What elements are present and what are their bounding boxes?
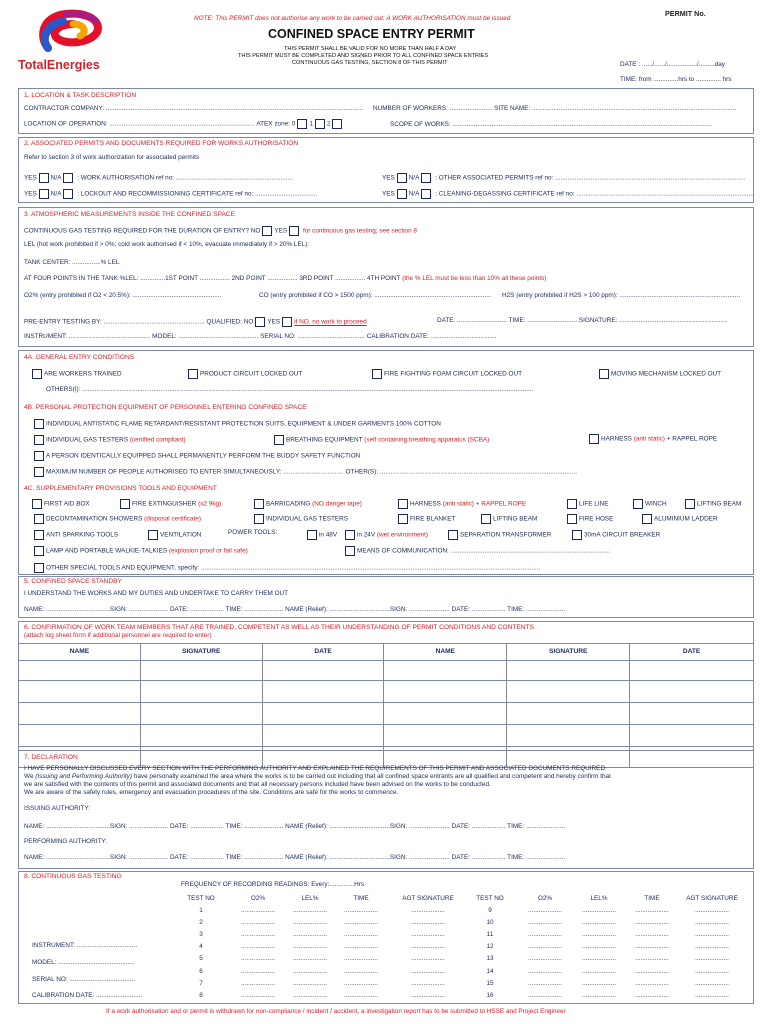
table-cell[interactable] <box>262 661 384 681</box>
calibration-field[interactable]: CALIBRATION DATE: .......................... <box>32 992 143 999</box>
tool-item[interactable] <box>32 530 118 540</box>
header-line1: THIS PERMIT SHALL BE VALID FOR NO MORE THAN HALF A DAY <box>284 46 457 52</box>
checkbox[interactable] <box>32 369 42 379</box>
frequency-field[interactable]: FREQUENCY OF RECORDING READINGS: Every:..............Hrs <box>181 881 365 888</box>
checkbox[interactable] <box>345 546 355 556</box>
checkbox[interactable] <box>274 435 284 445</box>
gas-test-field[interactable]: ................... <box>241 907 275 914</box>
gas-test-field[interactable]: ................... <box>528 991 562 999</box>
permit-number: PERMIT No. <box>665 9 706 18</box>
checkbox[interactable] <box>481 514 491 524</box>
gas-test-field[interactable]: ................... <box>582 907 616 914</box>
table-cell[interactable] <box>140 681 262 703</box>
other-permits-row[interactable]: YES N/A : OTHER ASSOCIATED PERMITS ref no: ........................................................................................................... <box>382 174 746 182</box>
lamp-item[interactable]: LAMP AND PORTABLE WALKIE-TALKIES (explosion proof or fail safe) <box>32 546 248 556</box>
ppe-item-2[interactable]: INDIVIDUAL GAS TESTERS (certified compliant) <box>32 435 186 445</box>
gas-test-field[interactable]: ................... <box>695 907 729 914</box>
gas-test-field[interactable]: ................... <box>582 991 616 999</box>
gas-test-field[interactable]: ................... <box>241 955 275 963</box>
tool-label: FIRE BLANKET <box>410 515 456 523</box>
pre-entry-row[interactable]: PRE-ENTRY TESTING BY: ......................................................... QUALIFIED: NO YES if NO, no work to proceed <box>24 318 367 326</box>
gas-test-field[interactable]: ................... <box>635 907 669 914</box>
gas-test-field[interactable]: ................... <box>344 919 378 927</box>
header-line2: THIS PERMIT MUST BE COMPLETED AND SIGNED PRIOR TO ALL CONFINED SPACE ENTRIES <box>238 53 489 59</box>
other-tools-item[interactable]: OTHER SPECIAL TOOLS AND EQUIPMENT, specify: ............................................................................................................................................................................................... <box>32 563 540 573</box>
gas-test-field[interactable]: ................... <box>695 967 729 975</box>
gas-test-field[interactable]: ................... <box>241 991 275 999</box>
gas-test-field[interactable]: ................... <box>582 919 616 927</box>
others-field[interactable]: OTHERS(I): .............................................................................................................................................................................................................................................................. <box>46 386 534 393</box>
checkbox[interactable] <box>397 189 407 199</box>
table-cell[interactable] <box>262 681 384 703</box>
table-cell[interactable] <box>507 725 630 747</box>
table-row[interactable] <box>19 681 754 703</box>
page-title: CONFINED SPACE ENTRY PERMIT <box>268 27 475 41</box>
standby-sign-row[interactable]: NAME: ....................................SIGN: ...................... DATE: ................... TIME: ...................... NAME (Relief): ..................................SIGN: ....................... DATE: ................... TIME: ...................... <box>24 606 566 613</box>
communication-item[interactable]: MEANS OF COMMUNICATION: .......................................................................................... <box>343 546 610 556</box>
gas-test-field[interactable]: ................... <box>411 931 445 939</box>
checkbox[interactable] <box>254 514 264 524</box>
section-4c-title: 4C. SUPPLEMENTARY PROVISIONS TOOLS AND EQUIPMENT <box>24 485 217 492</box>
tool-label: ANTI SPARKING TOOLS <box>46 531 119 539</box>
table-cell[interactable] <box>384 681 507 703</box>
test-number: 14 <box>486 967 494 975</box>
product-circuit-item[interactable]: PRODUCT CIRCUIT LOCKED OUT <box>186 369 302 379</box>
table-cell[interactable] <box>384 661 507 681</box>
gas-test-header: TIME <box>644 895 660 902</box>
date-field[interactable]: DATE : ....../....../................./.........day <box>620 61 725 68</box>
table-cell[interactable] <box>630 725 754 747</box>
gas-test-field[interactable]: ................... <box>344 955 378 963</box>
checkbox[interactable] <box>398 499 408 509</box>
gas-test-header: LEL% <box>590 895 608 902</box>
test-number: 10 <box>486 919 494 927</box>
gas-test-field[interactable]: ................... <box>528 919 562 927</box>
tool-item[interactable] <box>683 499 741 509</box>
col-date: DATE <box>262 644 384 661</box>
test-number: 1 <box>199 907 203 914</box>
checkbox[interactable] <box>188 369 198 379</box>
gas-test-field[interactable]: ................... <box>293 979 327 987</box>
gas-test-field[interactable]: ................... <box>528 955 562 963</box>
gas-test-field[interactable]: ................... <box>241 967 275 975</box>
checkbox[interactable] <box>397 173 407 183</box>
checkbox[interactable] <box>599 369 609 379</box>
o2-field[interactable]: O2% (entry prohibited if O2 < 20.5%): .................................................. <box>24 292 222 299</box>
header-note: NOTE: This PERMIT does not authorise any work to be carried out. A WORK AUTHORISATION must be issued <box>194 15 511 22</box>
section-4 <box>18 350 754 575</box>
table-cell[interactable] <box>140 703 262 725</box>
checkbox[interactable] <box>372 369 382 379</box>
section-6-subtitle: (attach log sheet form if additional personnel are required to enter) <box>24 632 212 639</box>
tool-item[interactable] <box>343 530 428 540</box>
table-cell[interactable] <box>507 681 630 703</box>
lel-row: LEL (hot work prohibited if > 0%; cold work authorised if < 10%, evacuate immediately if > 20% LEL): <box>24 241 310 248</box>
declaration-p4: We are aware of the safety rules, emergency and evacuation procedures of the site. Conditions are safe for the works to commence. <box>24 789 399 796</box>
checkbox[interactable] <box>289 226 299 236</box>
gas-test-field[interactable]: ................... <box>695 931 729 939</box>
section-5-title: 5. CONFINED SPACE STANDBY <box>24 578 122 585</box>
table-cell[interactable] <box>384 725 507 747</box>
declaration-p1: I HAVE PERSONALLY DISCUSSED EVERY SECTION WITH THE PERFORMING AUTHORITY AND EXPLAINED THE REQUIREMENTS OF THIS PERMIT AND ASSOCIATED DOCUMENTS REQUIRED. <box>24 765 607 772</box>
tool-item[interactable] <box>252 499 362 509</box>
lockout-row[interactable]: YES N/A : LOCKOUT AND RECOMMISSIONING CERTIFICATE ref no: ................................... <box>24 190 318 198</box>
continuous-testing-row[interactable]: CONTINUOUS GAS TESTING REQUIRED FOR THE DURATION OF ENTRY? NO YES for continuous gas testing; see section 8 <box>24 227 417 235</box>
gas-test-header: TEST NO <box>476 895 504 902</box>
test-number: 8 <box>199 991 203 999</box>
serial-field[interactable]: SERIAL NO: ..................................... <box>32 976 136 983</box>
table-cell[interactable] <box>19 661 141 681</box>
logo-icon <box>18 6 113 56</box>
tool-label: LIFE LINE <box>579 500 609 508</box>
col-signature: SIGNATURE <box>140 644 262 661</box>
tool-item[interactable] <box>570 530 660 540</box>
gas-test-header: AGT SIGNATURE <box>686 895 738 902</box>
test-number: 12 <box>486 943 494 951</box>
table-cell[interactable] <box>630 703 754 725</box>
gas-test-field[interactable]: ................... <box>293 967 327 975</box>
model-field[interactable]: MODEL: ........................................... <box>32 959 135 966</box>
gas-test-field[interactable]: ................... <box>411 919 445 927</box>
atex-zone-0-checkbox[interactable] <box>297 119 307 129</box>
gas-test-header: TIME <box>353 895 369 902</box>
table-cell[interactable] <box>262 725 384 747</box>
test-number: 3 <box>199 931 203 939</box>
header-line3: CONTINUOUS GAS TESTING, SECTION 8 OF THIS PERMIT <box>292 60 448 66</box>
tool-note: (NO danger tape) <box>312 500 362 508</box>
test-number: 15 <box>486 979 494 987</box>
checkbox[interactable] <box>572 530 582 540</box>
checkbox[interactable] <box>148 530 158 540</box>
tool-label: FIRE EXTINGUISHER <box>132 500 197 508</box>
gas-test-field[interactable]: ................... <box>582 943 616 951</box>
instrument-field[interactable]: INSTRUMENT: .................................. <box>32 942 138 949</box>
tool-label: INDIVIDUAL GAS TESTERS <box>266 515 349 523</box>
checkbox[interactable] <box>39 189 49 199</box>
checkbox[interactable] <box>567 499 577 509</box>
gas-test-field[interactable]: ................... <box>635 919 669 927</box>
team-table-header <box>19 644 754 661</box>
work-authorisation-row[interactable]: YES N/A : WORK AUTHORISATION ref no: .................................................................. <box>24 174 294 182</box>
test-number: 7 <box>199 979 203 987</box>
col-date: DATE <box>630 644 754 661</box>
tool-item[interactable] <box>565 514 613 524</box>
contractor-field[interactable]: CONTRACTOR COMPANY: ................................................................................................................................................. <box>24 105 364 112</box>
checkbox[interactable] <box>448 530 458 540</box>
gas-test-field[interactable]: ................... <box>293 991 327 999</box>
tool-label: SEPARATION TRANSFORMER <box>460 531 552 539</box>
section-7-title: 7. DECLARATION <box>24 754 78 761</box>
workers-field[interactable]: NUMBER OF WORKERS: ........................ SITE NAME: ................................................................................................................... <box>373 105 737 112</box>
table-cell[interactable] <box>140 725 262 747</box>
checkbox[interactable] <box>262 226 272 236</box>
gas-test-field[interactable]: ................... <box>411 955 445 963</box>
checkbox[interactable] <box>254 499 264 509</box>
standby-statement: I UNDERSTAND THE WORKS AND MY DUTIES AND UNDERTAKE TO CARRY THEM OUT <box>24 590 289 597</box>
checkbox[interactable] <box>34 530 44 540</box>
logo-text: TotalEnergies <box>18 58 100 72</box>
table-row[interactable] <box>19 703 754 725</box>
gas-test-field[interactable]: ................... <box>635 955 669 963</box>
gas-test-field[interactable]: ................... <box>293 907 327 914</box>
table-cell[interactable] <box>507 703 630 725</box>
tool-label: FIRST AID BOX <box>44 500 90 508</box>
gas-test-header: AGT SIGNATURE <box>402 895 454 902</box>
gas-test-field[interactable]: ................... <box>411 991 445 999</box>
gas-test-field[interactable]: ................... <box>344 991 378 999</box>
declaration-p3: we are satisfied with the contents of this permit and associated documents and that all necessary persons included have been advised on the works to be conducted. <box>24 781 491 788</box>
gas-test-field[interactable]: ................... <box>695 943 729 951</box>
table-cell[interactable] <box>262 703 384 725</box>
checkbox[interactable] <box>255 317 265 327</box>
table-cell[interactable] <box>630 681 754 703</box>
gas-test-field[interactable]: ................... <box>241 979 275 987</box>
atex-zone-2-checkbox[interactable] <box>332 119 342 129</box>
section-3-title: 3. ATMOSPHERIC MEASUREMENTS INSIDE THE CONFINED SPACE <box>24 211 236 218</box>
pre-entry-date-row[interactable]: DATE: ............................ TIME: ............................ SIGNATURE: ............................................................. <box>437 317 728 324</box>
gas-test-field[interactable]: ................... <box>528 907 562 914</box>
table-cell[interactable] <box>19 725 141 747</box>
gas-test-field[interactable]: ................... <box>411 979 445 987</box>
test-number: 13 <box>486 955 494 963</box>
checkbox[interactable] <box>63 189 73 199</box>
table-cell[interactable] <box>19 703 141 725</box>
fire-foam-item[interactable]: FIRE FIGHTING FOAM CIRCUIT LOCKED OUT <box>370 369 522 379</box>
checkbox[interactable] <box>633 499 643 509</box>
ppe-item-6[interactable]: MAXIMUM NUMBER OF PEOPLE AUTHORISED TO ENTER SIMULTANEOUSLY: .................................. OTHER(S): ............................................................................................................... <box>32 467 577 477</box>
checkbox[interactable] <box>34 514 44 524</box>
gas-test-field[interactable]: ................... <box>528 967 562 975</box>
section-6-title: 6. CONFIRMATION OF WORK TEAM MEMBERS THAT ARE TRAINED, COMPETENT AS WELL AS THEIR UNDERSTANDING OF PERMIT CONDITIONS AND CONTENTS <box>24 624 534 631</box>
table-cell[interactable] <box>19 681 141 703</box>
tool-item[interactable] <box>640 514 718 524</box>
test-number: 5 <box>199 955 203 963</box>
test-number: 16 <box>486 991 494 999</box>
gas-test-field[interactable]: ................... <box>528 943 562 951</box>
gas-test-field[interactable]: ................... <box>695 979 729 987</box>
section-8-title: 8. CONTINUOUS GAS TESTING <box>24 873 122 880</box>
tool-item[interactable] <box>118 499 221 509</box>
gas-test-field[interactable]: ................... <box>582 967 616 975</box>
gas-test-field[interactable]: ................... <box>695 991 729 999</box>
gas-test-field[interactable]: ................... <box>241 919 275 927</box>
tool-label: POWER TOOLS: <box>228 529 278 536</box>
tool-label: in 48V <box>319 531 338 539</box>
checkbox[interactable] <box>120 499 130 509</box>
tool-note: (x2 9kg) <box>198 500 222 508</box>
checkbox[interactable] <box>589 434 599 444</box>
ppe-item-5[interactable]: A PERSON IDENTICALLY EQUIPPED SHALL PERMANENTLY PERFORM THE BUDDY SAFETY FUNCTION <box>32 451 360 461</box>
test-number: 9 <box>488 907 492 914</box>
gas-test-field[interactable]: ................... <box>411 907 445 914</box>
tool-note: (disposal certificate) <box>144 515 201 523</box>
h2s-field[interactable]: H2S (entry prohibited if H2S > 100 ppm): .................................................................... <box>502 292 741 299</box>
gas-test-field[interactable]: ................... <box>528 931 562 939</box>
col-signature: SIGNATURE <box>507 644 630 661</box>
tank-center-field[interactable]: TANK CENTER: ................% LEL <box>24 259 120 266</box>
col-name: NAME <box>384 644 507 661</box>
tool-label: 30mA CIRCUIT BREAKER <box>584 531 661 539</box>
gas-test-field[interactable]: ................... <box>528 979 562 987</box>
gas-test-field[interactable]: ................... <box>635 967 669 975</box>
gas-test-field[interactable]: ................... <box>241 943 275 951</box>
gas-test-field[interactable]: ................... <box>582 979 616 987</box>
section-4b-title: 4B. PERSONAL PROTECTION EQUIPMENT OF PERSONNEL ENTERING CONFINED SPACE <box>24 404 307 411</box>
tool-label: HARNESS <box>410 500 441 508</box>
gas-test-field[interactable]: ................... <box>695 919 729 927</box>
issuing-authority-label: ISSUING AUTHORITY: <box>24 805 91 812</box>
section-2-ref: Refer to section 3 of work authorization for associated permits <box>24 154 200 161</box>
gas-test-field[interactable]: ................... <box>293 931 327 939</box>
tool-item[interactable] <box>146 530 201 540</box>
gas-test-header: LEL% <box>301 895 319 902</box>
test-number: 11 <box>486 931 494 939</box>
gas-test-field[interactable]: ................... <box>635 943 669 951</box>
checkbox[interactable] <box>398 514 408 524</box>
tool-item[interactable] <box>631 499 667 509</box>
tool-item[interactable] <box>396 499 526 509</box>
checkbox[interactable] <box>63 173 73 183</box>
gas-test-field[interactable]: ................... <box>635 931 669 939</box>
gas-test-field[interactable]: ................... <box>344 943 378 951</box>
checkbox[interactable] <box>34 419 44 429</box>
checkbox[interactable] <box>421 189 431 199</box>
tool-label: WINCH <box>645 500 667 508</box>
checkbox[interactable] <box>32 499 42 509</box>
tool-label: in 24V <box>357 531 376 539</box>
tool-item[interactable] <box>305 530 337 540</box>
tool-label: FIRE HOSE <box>579 515 614 523</box>
gas-test-field[interactable]: ................... <box>293 943 327 951</box>
gas-test-field[interactable]: ................... <box>241 931 275 939</box>
checkbox[interactable] <box>34 563 44 573</box>
ppe-item-1[interactable]: INDIVIDUAL ANTISTATIC FLAME RETARDANT/RESISTANT PROTECTION SUITS, EQUIPMENT & UNDER GARMENTS 100% COTTON <box>32 419 441 429</box>
table-cell[interactable] <box>507 661 630 681</box>
tool-item[interactable] <box>479 514 537 524</box>
gas-test-field[interactable]: ................... <box>344 979 378 987</box>
tool-item[interactable] <box>396 514 455 524</box>
checkbox[interactable] <box>282 317 292 327</box>
location-field[interactable]: LOCATION OF OPERATION: .................................................................................. ATEX zone: 0 1 2 <box>24 119 344 129</box>
checkbox[interactable] <box>307 530 317 540</box>
gas-test-field[interactable]: ................... <box>411 967 445 975</box>
tool-item[interactable] <box>446 530 551 540</box>
section-4a-title: 4A. GENERAL ENTRY CONDITIONS <box>24 354 135 361</box>
gas-test-field[interactable]: ................... <box>411 943 445 951</box>
atex-zone-1-checkbox[interactable] <box>315 119 325 129</box>
section-2-title: 2. ASSOCIATED PERMITS AND DOCUMENTS REQUIRED FOR WORKS AUTHORISATION <box>24 140 299 147</box>
tool-label: LIFTING BEAM <box>493 515 538 523</box>
gas-test-field[interactable]: ................... <box>582 955 616 963</box>
declaration-p2: We (Issuing and Performing Authority) have personally examined the area where the works is to be carried out including that all confined space entrants are all qualified and competent and hereby confirm that <box>24 773 611 780</box>
workers-trained-item[interactable]: ARE WORKERS TRAINED <box>30 369 122 379</box>
checkbox[interactable] <box>34 435 44 445</box>
checkbox[interactable] <box>34 451 44 461</box>
gas-test-field[interactable]: ................... <box>344 967 378 975</box>
ppe-item-4[interactable]: HARNESS (anti static) + RAPPEL ROPE <box>587 434 717 444</box>
tool-item[interactable] <box>565 499 608 509</box>
footer-note: If a work authorisation and or permit is withdrawn for non-compliance / incident / accident, a investigation report has to be submitted to HSSE and Project Engineer <box>106 1008 566 1015</box>
instrument-row[interactable]: INSTRUMENT: .............................................. MODEL: ............................................. SERIAL NO: ...................................... CALIBRATION DATE: ..................................... <box>24 333 497 340</box>
checkbox[interactable] <box>421 173 431 183</box>
tool-label: BARRICADING <box>266 500 311 508</box>
table-cell[interactable] <box>140 661 262 681</box>
gas-test-field[interactable]: ................... <box>293 955 327 963</box>
table-row[interactable] <box>19 725 754 747</box>
tool-item[interactable] <box>252 514 348 524</box>
table-cell[interactable] <box>630 661 754 681</box>
col-name: NAME <box>19 644 141 661</box>
checkbox[interactable] <box>34 546 44 556</box>
issuing-sign-row[interactable]: NAME: ....................................SIGN: ...................... DATE: ................... TIME: ...................... NAME (Relief): ..................................SIGN: ....................... DATE: ................... TIME: ...................... <box>24 823 566 830</box>
test-number: 2 <box>199 919 203 927</box>
scope-field[interactable]: SCOPE OF WORKS: .................................................................................................................................................. <box>390 121 712 128</box>
gas-test-field[interactable]: ................... <box>635 991 669 999</box>
table-row[interactable] <box>19 661 754 681</box>
gas-test-header: TEST NO <box>187 895 215 902</box>
checkbox[interactable] <box>34 467 44 477</box>
moving-mechanism-item[interactable]: MOVING MECHANISM LOCKED OUT <box>597 369 721 379</box>
checkbox[interactable] <box>39 173 49 183</box>
gas-test-header: O2% <box>537 895 553 902</box>
section-1-title: 1. LOCATION & TASK DESCRIPTION <box>24 92 137 99</box>
test-number: 6 <box>199 967 203 975</box>
tool-label: LIFTING BEAM <box>697 500 742 508</box>
gas-test-field[interactable]: ................... <box>695 955 729 963</box>
gas-test-header: O2% <box>250 895 266 902</box>
tool-label: VENTILATION <box>160 531 202 539</box>
performing-authority-label: PERFORMING AUTHORITY: <box>24 838 108 845</box>
checkbox[interactable] <box>345 530 355 540</box>
logo <box>18 6 113 72</box>
four-points-row[interactable]: AT FOUR POINTS IN THE TANK %LEL: ..............1ST POINT ................. 2ND POINT ................. 3RD POINT ................. 4TH POINT (the % LEL must be less than 10% all these points) <box>24 275 547 282</box>
checkbox[interactable] <box>685 499 695 509</box>
tool-label: DECONTAMINATION SHOWERS <box>46 515 143 523</box>
co-field[interactable]: CO (entry prohibited if CO > 1500 ppm): .................................................................. <box>259 292 492 299</box>
test-number: 4 <box>199 943 203 951</box>
gas-test-field[interactable]: ................... <box>344 907 378 914</box>
checkbox[interactable] <box>642 514 652 524</box>
checkbox[interactable] <box>567 514 577 524</box>
tool-item[interactable] <box>32 514 201 524</box>
gas-test-field[interactable]: ................... <box>635 979 669 987</box>
tool-note: (anti static) + RAPPEL ROPE <box>442 500 527 508</box>
ppe-item-3[interactable]: BREATHING EQUIPMENT (self containing breathing apparatus (SCBA) <box>272 435 489 445</box>
gas-test-field[interactable]: ................... <box>582 931 616 939</box>
performing-sign-row[interactable]: NAME: ....................................SIGN: ...................... DATE: ................... TIME: ...................... NAME (Relief): ..................................SIGN: ....................... DATE: ................... TIME: ...................... <box>24 854 566 861</box>
tool-item[interactable] <box>228 530 277 536</box>
table-cell[interactable] <box>384 703 507 725</box>
time-field[interactable]: TIME: from ..............hrs to .............. hrs <box>620 76 732 83</box>
tool-note: (wet environment) <box>376 531 429 539</box>
cleaning-row[interactable]: YES N/A : CLEANING-DEGASSING CERTIFICATE ref no: .................................................................................................... <box>382 190 754 198</box>
tool-item[interactable] <box>30 499 90 509</box>
gas-test-field[interactable]: ................... <box>344 931 378 939</box>
gas-test-field[interactable]: ................... <box>293 919 327 927</box>
tool-label: ALUMINIUM LADDER <box>654 515 718 523</box>
